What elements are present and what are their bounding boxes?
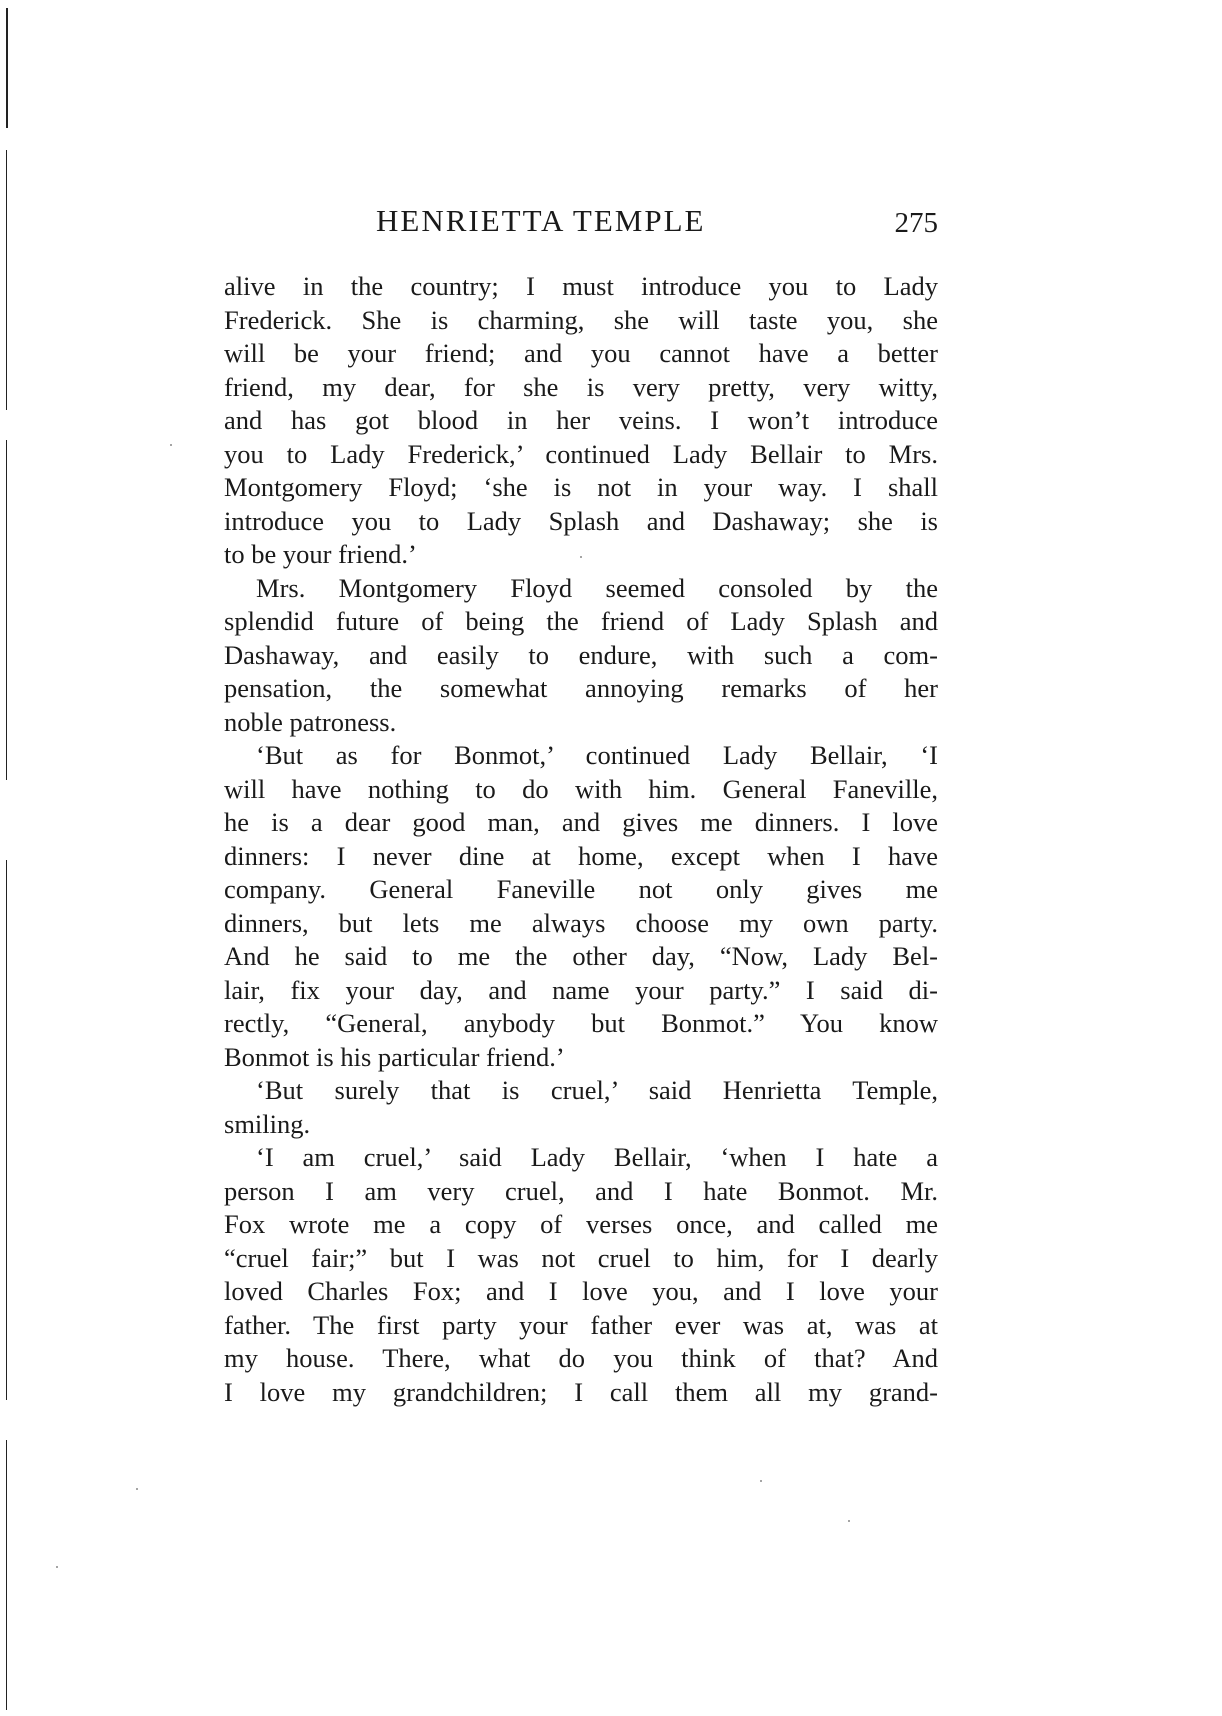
text-line: ‘I am cruel,’ said Lady Bellair, ‘when I hate a bbox=[256, 1142, 938, 1172]
scan-speck bbox=[848, 1520, 850, 1522]
scan-speck bbox=[760, 1480, 762, 1482]
text-line: will be your friend; and you cannot have a better bbox=[224, 338, 938, 368]
scan-gutter-mark bbox=[6, 150, 7, 410]
text-line: my house. There, what do you think of that? And bbox=[224, 1343, 938, 1373]
scan-speck bbox=[170, 444, 172, 446]
text-line: lair, fix your day, and name your party.” I said di- bbox=[224, 974, 938, 1005]
text-line: Frederick. She is charming, she will taste you, she bbox=[224, 304, 938, 335]
text-line: I love my grandchildren; I call them all my grand- bbox=[224, 1376, 938, 1407]
running-title: HENRIETTA TEMPLE bbox=[376, 203, 706, 238]
text-line: dinners: I never dine at home, except when I have bbox=[224, 840, 938, 871]
paragraph bbox=[224, 572, 938, 740]
text-line: ‘But surely that is cruel,’ said Henrietta Temple, bbox=[256, 1075, 938, 1105]
text-line: splendid future of being the friend of Lady Splash and bbox=[224, 606, 938, 636]
text-line: “cruel fair;” but I was not cruel to him, for I dearly bbox=[224, 1242, 938, 1273]
text-line: pensation, the somewhat annoying remarks of her bbox=[224, 673, 938, 703]
page-number: 275 bbox=[894, 207, 938, 239]
text-line: Bonmot is his particular friend.’ bbox=[224, 1041, 565, 1072]
text-line: And he said to me the other day, “Now, Lady Bel- bbox=[224, 941, 938, 971]
text-line: Dashaway, and easily to endure, with such a com- bbox=[224, 639, 938, 670]
text-line: will have nothing to do with him. General Faneville, bbox=[224, 773, 938, 804]
text-line: loved Charles Fox; and I love you, and I love your bbox=[224, 1276, 938, 1306]
text-line: and has got blood in her veins. I won’t introduce bbox=[224, 405, 938, 435]
paragraph bbox=[224, 1141, 938, 1409]
text-line: ‘But as for Bonmot,’ continued Lady Bellair, ‘I bbox=[256, 740, 938, 770]
text-line: father. The first party your father ever was at, was at bbox=[224, 1309, 938, 1340]
text-line: dinners, but lets me always choose my own party. bbox=[224, 907, 938, 938]
scan-speck bbox=[136, 1488, 138, 1490]
text-line: to be your friend.’ bbox=[224, 539, 417, 569]
text-line: noble patroness. bbox=[224, 706, 397, 737]
paragraph bbox=[224, 270, 938, 572]
text-line: you to Lady Frederick,’ continued Lady Bellair to Mrs. bbox=[224, 438, 938, 469]
scan-gutter-mark bbox=[6, 8, 8, 128]
scan-gutter-mark bbox=[6, 1440, 7, 1710]
text-line: alive in the country; I must introduce you to Lady bbox=[224, 271, 938, 301]
text-line: Mrs. Montgomery Floyd seemed consoled by the bbox=[256, 572, 938, 603]
text-line: person I am very cruel, and I hate Bonmot. Mr. bbox=[224, 1175, 938, 1206]
paragraph bbox=[224, 1074, 938, 1141]
text-line: Montgomery Floyd; ‘she is not in your way. I shall bbox=[224, 472, 938, 502]
text-line: rectly, “General, anybody but Bonmot.” You know bbox=[224, 1008, 938, 1038]
text-line: Fox wrote me a copy of verses once, and called me bbox=[224, 1209, 938, 1239]
text-line: company. General Faneville not only gives me bbox=[224, 874, 938, 904]
text-line: introduce you to Lady Splash and Dashaway; she is bbox=[224, 505, 938, 536]
scan-speck bbox=[56, 1566, 58, 1568]
text-line: he is a dear good man, and gives me dinners. I love bbox=[224, 807, 938, 837]
scan-gutter-mark bbox=[6, 860, 7, 1400]
body-text bbox=[224, 270, 938, 1409]
text-line: smiling. bbox=[224, 1108, 311, 1139]
text-line: friend, my dear, for she is very pretty, very witty, bbox=[224, 371, 938, 402]
page-header bbox=[224, 203, 938, 243]
paragraph bbox=[224, 739, 938, 1074]
scan-gutter-mark bbox=[6, 440, 7, 780]
